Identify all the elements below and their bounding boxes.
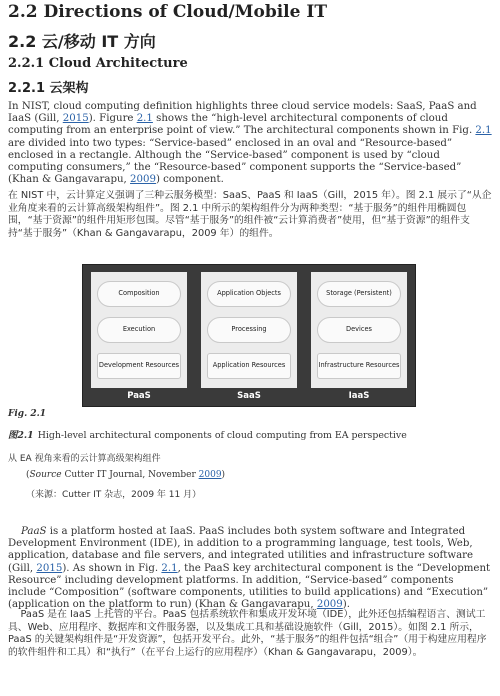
section-heading-cn: 2.2 云/移动 IT 方向	[8, 32, 156, 51]
paragraph-nist: In NIST, cloud computing definition highlights three cloud service models: SaaS, PaaS and IaaS (Gill, 2015). Figure 2.1 shows the “high-level architectural components of cloud computing from an enterprise point of view.” The architectural components shown in Fig. 2.1 are divided into two types: “Service-based” enclosed in an oval and “Resource-based” enclosed in a rectangle. Although the “Service-based” component is used by “cloud computing consumers,” the “Resource-based” component supports the “Service-based” (Khan & Gangavarapu, 2009) component.	[8, 101, 492, 186]
paragraph-nist-cn: 在 NIST 中，云计算定义强调了三种云服务模型：SaaS、PaaS 和 IaaS（Gill，2015 年）。图 2.1 展示了“从企业角度来看的云计算高级架构组件”。图 2.1 中所示的架构组件分为两种类型：“基于服务”的组件用椭圆包围，“基于资源”的组件用矩形包围。尽管“基于服务”的组件被“云计算消费者”使用，但“基于资源”的组件支持“基于服务”（Khan & Gangavarapu，2009 年）的组件。	[8, 190, 492, 240]
figure-link[interactable]: 2.1	[161, 562, 178, 574]
architecture-figure	[82, 264, 416, 407]
citation-link[interactable]: 2009	[130, 174, 156, 186]
figure-caption: 图2.1 High-level architectural components of cloud computing from EA perspective	[8, 430, 407, 441]
paragraph-paas-cn: PaaS 是在 IaaS 上托管的平台。PaaS 包括系统软件和集成开发环境（IDE），此外还包括编程语言、测试工具、Web、应用程序、数据库和文件服务器，以及集成工具和基础设施软件（Gill，2015）。如图 2.1 所示，PaaS 的关键架构组件是“开发资源”，包括开发平台。此外，“基于服务”的组件包括“组合”（用于构建应用程序的软件组件和工具）和“执行”（在平台上运行的应用程序）（Khan & Gangavarapu，2009）。	[8, 609, 487, 659]
resource-component: Infrastructure Resources	[317, 353, 401, 379]
iaas-label: IaaS	[348, 391, 370, 401]
figure-source-cn: （来源：Cutter IT 杂志，2009 年 11 月）	[26, 490, 202, 500]
figure-caption-cn: 从 EA 视角来看的云计算高级架构组件	[8, 454, 161, 464]
citation-link[interactable]: 2015	[36, 562, 63, 574]
resource-component: Development Resources	[97, 353, 181, 379]
service-component: Application Objects	[207, 281, 291, 307]
saas-label: SaaS	[237, 391, 261, 401]
paragraph-paas: PaaS is a platform hosted at IaaS. PaaS includes both system software and Integrated Development Environment (IDE), in addition to a programming language, test tools, Web, application, database and file servers, and integrated utilities and infrastructure software (Gill, 2015). As shown in Fig. 2.1, the PaaS key architectural component is the “Development Resource” including development platforms. In addition, “Service-based” components include “Composition” (software components, utilities to build applications) and “Execution” (application on the platform to run) (Khan & Gangavarapu, 2009).	[8, 526, 491, 611]
service-component: Devices	[317, 317, 401, 343]
paas-label: PaaS	[127, 391, 151, 401]
subsection-heading: 2.2.1 Cloud Architecture	[8, 56, 188, 71]
resource-component: Application Resources	[207, 353, 291, 379]
figure-source: (Source Cutter IT Journal, November 2009)	[26, 470, 226, 480]
service-component: Storage (Persistent)	[317, 281, 401, 307]
citation-link[interactable]: 2015	[62, 113, 89, 125]
paas-panel	[91, 272, 187, 388]
service-component: Composition	[97, 281, 181, 307]
saas-panel	[201, 272, 297, 388]
section-heading: 2.2 Directions of Cloud/Mobile IT	[8, 2, 327, 22]
subsection-heading-cn: 2.2.1 云架构	[8, 81, 89, 96]
citation-link[interactable]: 2009	[198, 470, 222, 480]
service-component: Execution	[97, 317, 181, 343]
figure-tag: Fig. 2.1	[8, 409, 47, 419]
service-component: Processing	[207, 317, 291, 343]
iaas-panel	[311, 272, 407, 388]
figure-link[interactable]: 2.1	[475, 125, 492, 137]
figure-link[interactable]: 2.1	[136, 113, 153, 125]
citation-link[interactable]: 2009	[316, 599, 343, 611]
